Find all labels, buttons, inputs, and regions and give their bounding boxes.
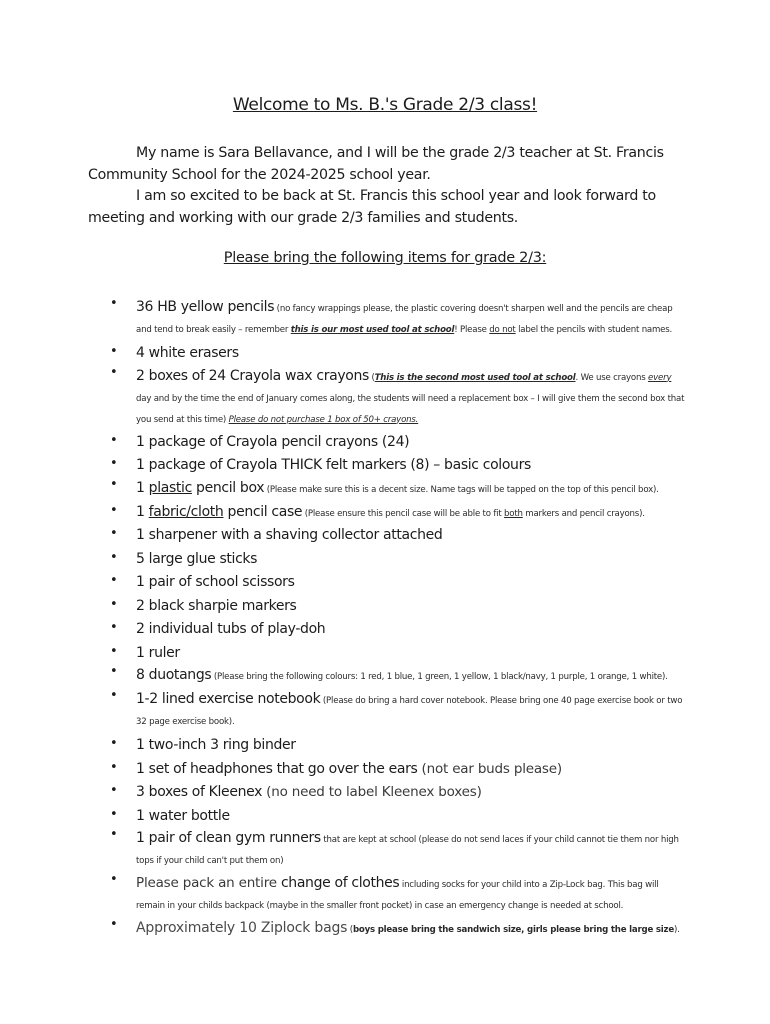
list-item-play-doh: • 2 individual tubs of play-doh (108, 617, 688, 641)
list-item-erasers: • 4 white erasers (108, 341, 688, 365)
supply-list-heading: Please bring the following items for grade 2/3: (223, 250, 547, 266)
list-item-binder: • 1 two-inch 3 ring binder (108, 733, 688, 757)
intro-section (88, 143, 688, 229)
list-item-ruler: • 1 ruler (108, 641, 688, 665)
list-item-felt-markers: • 1 package of Crayola THICK felt markers (8) – basic colours (108, 453, 688, 477)
list-item-scissors: • 1 pair of school scissors (108, 570, 688, 594)
list-item-notebook: • 1-2 lined exercise notebook (Please do bring a hard cover notebook. Please bring one 40 page exercise book or two 32 page exercise book). (108, 688, 688, 730)
list-item-change-of-clothes: • Please pack an entire change of clothes including socks for your child into a Zip-Lock bag. This bag will remain in your childs backpack (maybe in the smaller front pocket) in case an emergency change is needed at school. (108, 872, 688, 914)
list-item-kleenex: • 3 boxes of Kleenex (no need to label Kleenex boxes) (108, 780, 688, 804)
list-item-glue-sticks: • 5 large glue sticks (108, 547, 688, 571)
supply-list (108, 296, 688, 938)
list-item-sharpie: • 2 black sharpie markers (108, 594, 688, 618)
list-item-pencil-box: • 1 plastic pencil box (Please make sure this is a decent size. Name tags will be tapped on the top of this pencil box). (108, 477, 688, 498)
intro-paragraph-1: My name is Sara Bellavance, and I will be the grade 2/3 teacher at St. Francis Community School for the 2024-2025 school year. (88, 145, 664, 183)
intro-paragraph-2: I am so excited to be back at St. Francis this school year and look forward to meeting and working with our grade 2/3 families and students. (88, 188, 656, 226)
list-item-crayons: • 2 boxes of 24 Crayola wax crayons (This is the second most used tool at school. We use crayons every day and by the time the end of January comes along, the students will need a replacement box – I will give them the second box that you send at this time) Please do not purchase 1 box of 50+ crayons. (108, 365, 688, 428)
list-item-pencils: • 36 HB yellow pencils (no fancy wrappings please, the plastic covering doesn't sharpen well and the pencils are cheap and tend to break easily – remember this is our most used tool at school! Please do not label the pencils with student names. (108, 296, 688, 338)
list-item-ziplock-bags: • Approximately 10 Ziplock bags (boys please bring the sandwich size, girls please bring the large size). (108, 917, 688, 938)
list-item-sharpener: • 1 sharpener with a shaving collector attached (108, 523, 688, 547)
list-item-duotangs: • 8 duotangs (Please bring the following colours: 1 red, 1 blue, 1 green, 1 yellow, 1 black/navy, 1 purple, 1 orange, 1 white). (108, 664, 688, 685)
list-item-pencil-case: • 1 fabric/cloth pencil case (Please ensure this pencil case will be able to fit both markers and pencil crayons). (108, 500, 688, 524)
page-title: Welcome to Ms. B.'s Grade 2/3 class! (232, 95, 538, 115)
list-item-water-bottle: • 1 water bottle (108, 804, 688, 828)
list-item-headphones: • 1 set of headphones that go over the ears (not ear buds please) (108, 757, 688, 781)
list-item-gym-runners: • 1 pair of clean gym runners that are kept at school (please do not send laces if your child cannot tie them nor high tops if your child can't put them on) (108, 827, 688, 869)
list-item-pencil-crayons: • 1 package of Crayola pencil crayons (24) (108, 430, 688, 454)
